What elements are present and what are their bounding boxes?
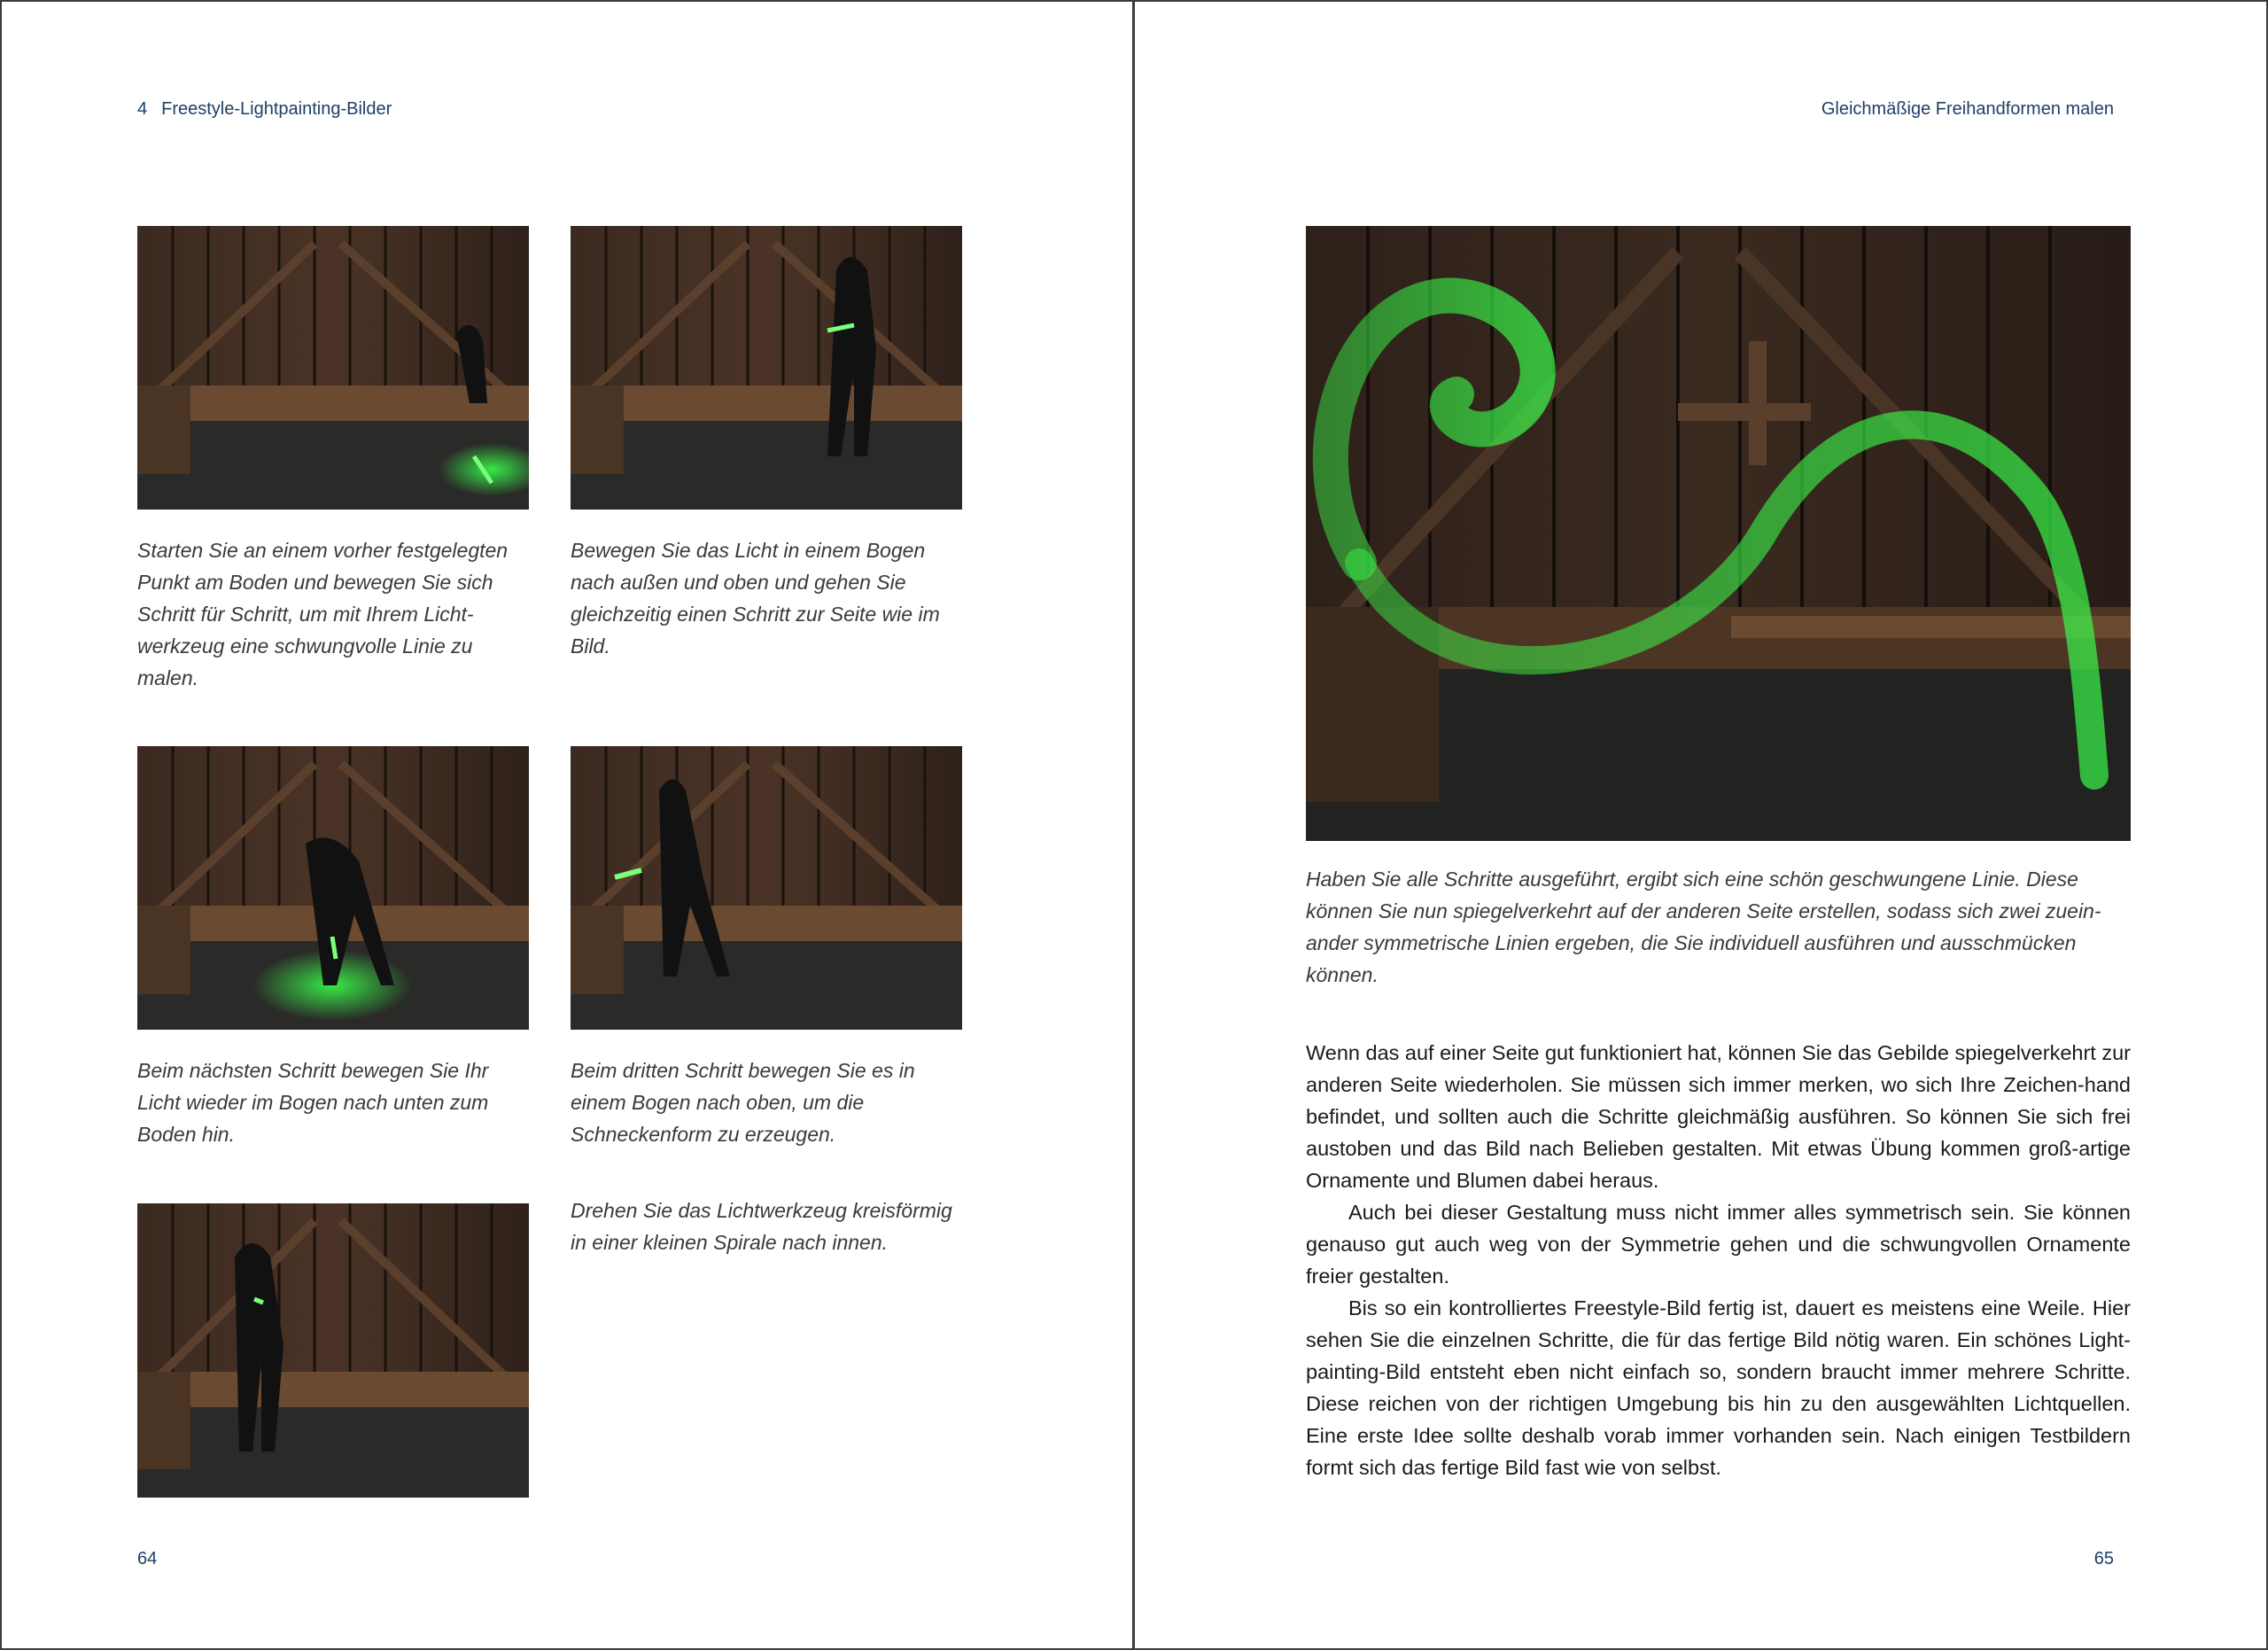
step-photo-4: [571, 746, 962, 1030]
page-number-right: 65: [2093, 1549, 2114, 1568]
step-photo-3: [137, 746, 529, 1030]
left-page: [0, 0, 1132, 1650]
step-caption-4: Beim dritten Schritt bewegen Sie es in einem Bogen nach oben, um die Schneckenform zu erzeugen.: [571, 1059, 915, 1146]
step-caption-3: Beim nächsten Schritt bewegen Sie Ihr Licht wieder im Bogen nach unten zum Boden hin.: [137, 1059, 489, 1146]
step-caption-1: Starten Sie an einem vorher festgelegten Punkt am Boden und bewegen Sie sich Schritt für Schritt, um mit Ihrem Licht-werkzeug eine schwungvolle Linie zu malen.: [137, 539, 509, 689]
running-head-right: Gleichmäßige Freihandformen malen: [1821, 99, 2114, 119]
final-photo: [1306, 226, 2131, 841]
step-photo-2: [571, 226, 962, 510]
body-paragraph-2: Auch bei dieser Gestaltung muss nicht immer alles symmetrisch sein. Sie können genauso gut auch weg von der Symmetrie gehen und die schwungvollen Ornamente freier gestalten.: [1306, 1201, 2131, 1288]
body-paragraph-1: Wenn das auf einer Seite gut funktioniert hat, können Sie das Gebilde spiegelverkehrt zur anderen Seite wiederholen. Sie müssen sich immer merken, wo sich Ihre Zeichen-hand befindet, und sollten auch die Schritte gleichmäßig ausführen. So können Sie sich frei austoben und das Bild nach Belieben gestalten. Mit etwas Übung kommen groß-artige Ornamente und Blumen dabei heraus.: [1306, 1041, 2131, 1192]
step-caption-5: Drehen Sie das Lichtwerkzeug kreisförmig in einer kleinen Spirale nach innen.: [571, 1199, 952, 1254]
right-page: [1135, 0, 2268, 1650]
step-photo-1: [137, 226, 529, 510]
running-head-left: [137, 99, 392, 120]
chapter-title: Freestyle-Lightpainting-Bilder: [161, 99, 392, 119]
body-text: [1306, 1037, 2131, 1483]
chapter-number: 4: [137, 99, 148, 119]
step-caption-2: Bewegen Sie das Licht in einem Bogen nach außen und oben und gehen Sie gleichzeitig einen Schritt zur Seite wie im Bild.: [571, 539, 940, 658]
step-photo-5: [137, 1203, 529, 1498]
body-paragraph-3: Bis so ein kontrolliertes Freestyle-Bild fertig ist, dauert es meistens eine Weile. Hier sehen Sie die einzelnen Schritte, die für das fertige Bild nötig waren. Ein schönes Light-painting-Bild entsteht eben nicht einfach so, sondern braucht immer mehrere Schritte. Diese reichen von der richtigen Umgebung bis hin zu den ausgewählten Lichtquellen. Eine erste Idee sollte deshalb vorab immer vorhanden sein. Nach einigen Testbildern formt sich das fertige Bild fast wie von selbst.: [1306, 1296, 2131, 1479]
page-number-left: 64: [137, 1549, 158, 1568]
final-photo-caption: Haben Sie alle Schritte ausgeführt, ergibt sich eine schön geschwungene Linie. Diese können Sie nun spiegelverkehrt auf der anderen Seite erstellen, sodass sich zwei zuein-ander symmetrische Linien ergeben, die Sie individuell ausführen und ausschmücken können.: [1306, 868, 2101, 986]
